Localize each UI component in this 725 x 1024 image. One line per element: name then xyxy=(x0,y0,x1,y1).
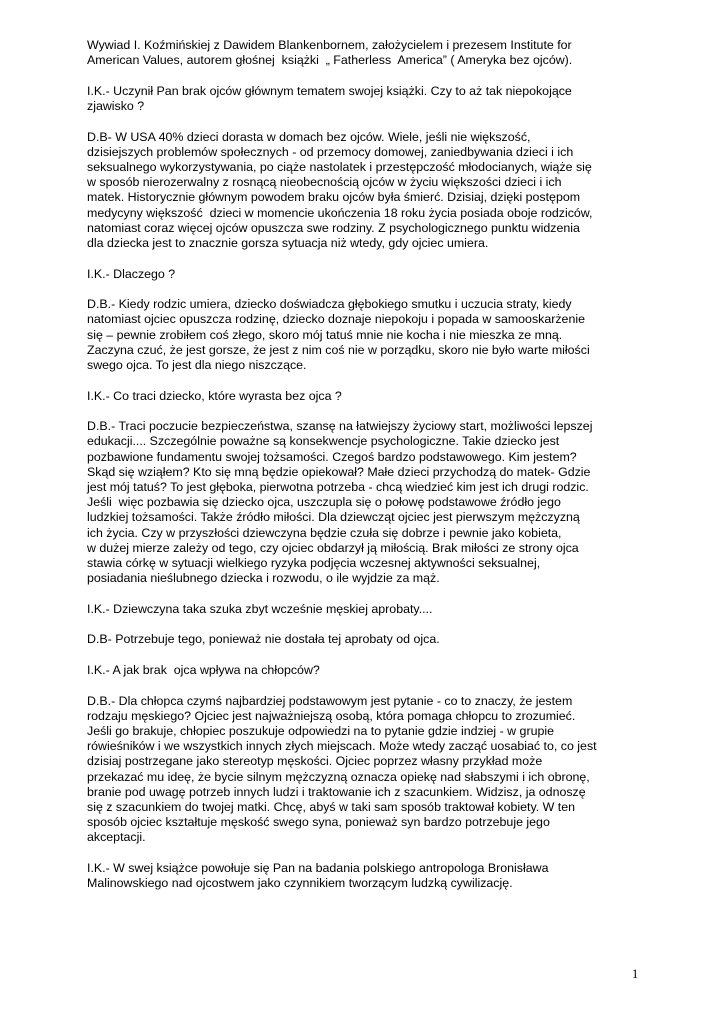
paragraph xyxy=(87,267,647,282)
text-line: I.K.- Dziewczyna taka szuka zbyt wcześnie męskiej aprobaty.... xyxy=(87,601,433,616)
text-line: I.K.- A jak brak ojca wpływa na chłopców? xyxy=(87,663,320,678)
text-line: I.K.- W swej książce powołuje się Pan na badania polskiego antropologa Bronisława xyxy=(87,861,549,876)
text-line: I.K.- Uczynił Pan brak ojców głównym tematem swojej książki. Czy to aż tak niepokojące xyxy=(87,83,572,98)
text-line: branie pod uwagę potrzeb innych ludzi i traktowanie ich z szacunkiem. Widzisz, ja odnoszę xyxy=(87,784,586,799)
text-line: swego ojca. To jest dla niego niszczące. xyxy=(87,358,307,373)
text-line: medycyny większość dzieci w momencie ukończenia 18 roku życia posiada oboje rodziców, xyxy=(87,205,593,220)
paragraph xyxy=(87,389,647,404)
text-line: seksualnego wykorzystywania, po ciąże nastolatek i przestępczość młodocianych, wiąże się xyxy=(87,160,592,174)
text-line: American Values, autorem głośnej książki „ Fatherless America” ( Ameryka bez ojców). xyxy=(87,53,573,68)
text-line: D.B.- Dla chłopca czymś najbardziej podstawowym jest pytanie - co to znaczy, że jestem xyxy=(87,693,573,708)
text-line: się z szacunkiem do twojej matki. Chcę, abyś w taki sam sposób traktował kobiety. W ten xyxy=(87,800,576,815)
paragraph xyxy=(87,297,647,373)
text-line: D.B.- Traci poczucie bezpieczeństwa, szansę na łatwiejszy życiowy start, możliwości lepszej xyxy=(87,419,593,434)
text-line: natomiast ojciec opuszcza rodzinę, dziecko doznaje niepokoju i popada w samooskarżenie xyxy=(87,312,585,327)
text-line: rodzaju męskiego? Ojciec jest najważniejszą osobą, która pomaga chłopcu to zrozumieć. xyxy=(87,708,576,723)
text-line: się – pewnie zrobiłem coś złego, skoro mój tatuś mnie nie kocha i nie mieszka ze mną. xyxy=(87,327,563,342)
paragraph xyxy=(87,632,647,647)
text-line: posiadania nieślubnego dziecka i rozwodu, o ile wyjdzie za mąż. xyxy=(87,571,440,586)
text-line: dzisiaj postrzegane jako stereotyp męskości. Ojciec poprzez własny przykład może xyxy=(87,754,543,769)
text-line: I.K.- Dlaczego ? xyxy=(87,266,176,281)
text-line: I.K.- Co traci dziecko, które wyrasta bez ojca ? xyxy=(87,388,342,403)
text-line: D.B- W USA 40% dzieci dorasta w domach bez ojców. Wiele, jeśli nie większość, xyxy=(87,129,531,144)
paragraph xyxy=(87,861,647,891)
text-line: dzisiejszych problemów społecznych - od przemocy domowej, zaniedbywania dzieci i ich xyxy=(87,144,574,159)
paragraph xyxy=(87,602,647,617)
text-line: ludzkiej tożsamości. Także źródło miłości. Dla dziewcząt ojciec jest pierwszym mężczyzną xyxy=(87,510,580,525)
text-line: Skąd się wziąłem? Kto się mną będzie opiekował? Małe dzieci przychodzą do matek- Gdzie xyxy=(87,464,591,479)
text-line: Jeśli go brakuje, chłopiec poszukuje odpowiedzi na to pytanie gdzie indziej - w grupie xyxy=(87,724,554,739)
text-line: D.B.- Kiedy rodzic umiera, dziecko doświadcza głębokiego smutku i uczucia straty, kiedy xyxy=(87,297,572,312)
text-line: pozbawione fundamentu swojej tożsamości. Czegoś bardzo podstawowego. Kim jestem? xyxy=(87,449,577,464)
paragraph xyxy=(87,84,647,114)
text-line: sposób ojciec kształtuje męskość swego syna, ponieważ syn bardzo potrzebuje jego xyxy=(87,815,550,830)
text-line: zjawisko ? xyxy=(87,99,145,113)
text-line: stawia córkę w sytuacji wielkiego ryzyka podjęcia wczesnej aktywności seksualnej, xyxy=(87,556,541,571)
paragraph xyxy=(87,130,647,252)
text-line: edukacji.... Szczególnie poważne są konsekwencje psychologiczne. Takie dziecko jest xyxy=(87,434,560,449)
text-line: rówieśników i we wszystkich innych złych miejscach. Może wtedy zacząć uosabiać to, co jest xyxy=(87,739,597,754)
text-line: Wywiad I. Koźmińskiej z Dawidem Blankenbornem, założycielem i prezesem Institute for xyxy=(87,38,572,52)
text-line: Jeśli więc pozbawia się dziecko ojca, uszczupla się o połowę podstawowe źródło jego xyxy=(87,495,561,510)
text-line: ich życia. Czy w przyszłości dziewczyna będzie czuła się dobrze i pewnie jako kobieta, xyxy=(87,525,562,540)
text-line: matek. Historycznie głównym powodem braku ojców była śmierć. Dzisiaj, dzięki postępom xyxy=(87,190,581,205)
paragraph xyxy=(87,694,647,846)
text-line: Malinowskiego nad ojcostwem jako czynnikiem tworzącym ludzką cywilizację. xyxy=(87,876,513,891)
text-line: natomiast coraz więcej ojców opuszcza swe rodziny. Z psychologicznego punktu widzenia xyxy=(87,220,580,235)
text-line: w dużej mierze zależy od tego, czy ojciec obdarzył ją miłością. Brak miłości ze strony ojca xyxy=(87,540,579,555)
page-number: 1 xyxy=(632,967,639,981)
text-line: przekazać mu ideę, że bycie silnym mężczyzną oznacza opiekę nad słabszymi i ich obronę, xyxy=(87,769,590,784)
text-line: akceptacji. xyxy=(87,830,146,845)
paragraph xyxy=(87,38,647,68)
text-line: dla dziecka jest to znacznie gorsza sytuacja niż wtedy, gdy ojciec umiera. xyxy=(87,236,489,251)
text-line: Zaczyna czuć, że jest gorsze, że jest z nim coś nie w porządku, skoro nie było warte miłości xyxy=(87,342,590,357)
text-line: D.B- Potrzebuje tego, ponieważ nie dostała tej aprobaty od ojca. xyxy=(87,632,440,647)
document-body xyxy=(87,38,647,907)
text-line: jest mój tatuś? To jest głęboka, pierwotna potrzeba - chcą wiedzieć kim jest ich drugi rodzic. xyxy=(87,480,589,495)
paragraph xyxy=(87,663,647,678)
paragraph xyxy=(87,419,647,586)
text-line: w sposób nierozerwalny z rosnącą nieobecnością ojców w życiu większości dzieci i ich xyxy=(87,175,562,190)
